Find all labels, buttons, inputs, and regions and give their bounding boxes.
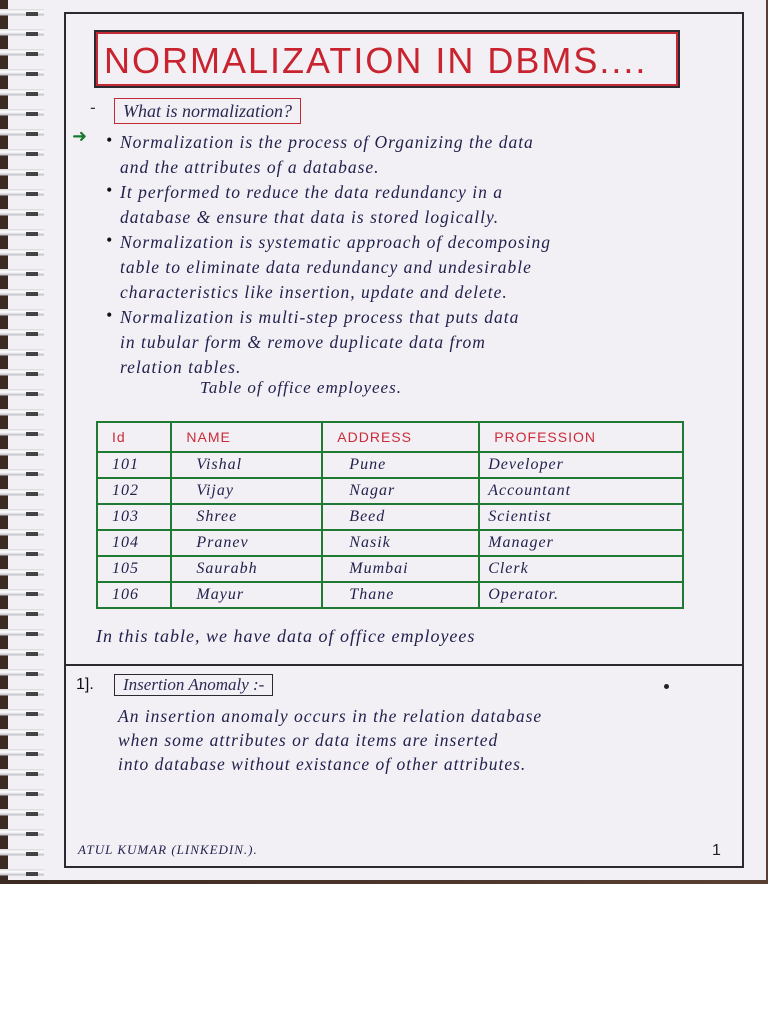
cell-address: Nagar bbox=[322, 478, 479, 504]
ink-dot bbox=[664, 684, 669, 689]
cell-address: Mumbai bbox=[322, 556, 479, 582]
cell-address: Pune bbox=[322, 452, 479, 478]
header-id: Id bbox=[97, 422, 171, 452]
question-dash: - bbox=[90, 98, 96, 117]
cell-name: Saurabh bbox=[171, 556, 322, 582]
bullet-item bbox=[100, 305, 720, 380]
page-number: 1 bbox=[712, 842, 721, 859]
cell-id: 106 bbox=[97, 582, 171, 608]
page-title: NORMALIZATION IN DBMS.... bbox=[104, 40, 648, 81]
arrow-right-icon: ➜ bbox=[72, 126, 88, 147]
bullet-line: Normalization is systematic approach of decomposing bbox=[120, 232, 551, 252]
section-line: when some attributes or data items are inserted bbox=[118, 730, 499, 750]
cell-name: Pranev bbox=[171, 530, 322, 556]
cell-profession: Developer bbox=[479, 452, 683, 478]
bullet-line: database & ensure that data is stored logically. bbox=[120, 207, 500, 227]
cell-address: Thane bbox=[322, 582, 479, 608]
spiral-holes bbox=[26, 0, 38, 880]
bullet-dot-icon: • bbox=[106, 180, 114, 200]
table-caption: Table of office employees. bbox=[200, 378, 402, 397]
bullet-line: relation tables. bbox=[120, 357, 242, 377]
bullet-line: Normalization is multi-step process that puts data bbox=[120, 307, 520, 327]
employee-table bbox=[96, 421, 684, 609]
question-heading: What is normalization? bbox=[114, 98, 301, 124]
cell-address: Nasik bbox=[322, 530, 479, 556]
bullet-line: Normalization is the process of Organizing the data bbox=[120, 132, 534, 152]
cell-id: 103 bbox=[97, 504, 171, 530]
cell-name: Vishal bbox=[171, 452, 322, 478]
bullet-line: characteristics like insertion, update and delete. bbox=[120, 282, 508, 302]
cell-id: 102 bbox=[97, 478, 171, 504]
header-profession: PROFESSION bbox=[479, 422, 683, 452]
bullet-list bbox=[100, 130, 720, 380]
section-heading: Insertion Anomaly :- bbox=[114, 674, 273, 696]
cell-id: 105 bbox=[97, 556, 171, 582]
bullet-line: table to eliminate data redundancy and undesirable bbox=[120, 257, 532, 277]
table-row bbox=[97, 556, 683, 582]
bullet-dot-icon: • bbox=[106, 130, 114, 150]
cell-profession: Manager bbox=[479, 530, 683, 556]
section-body bbox=[118, 704, 728, 776]
cell-id: 101 bbox=[97, 452, 171, 478]
header-address: ADDRESS bbox=[322, 422, 479, 452]
cell-name: Vijay bbox=[171, 478, 322, 504]
section-line: into database without existance of other attributes. bbox=[118, 754, 527, 774]
table-summary: In this table, we have data of office employees bbox=[96, 626, 476, 646]
bullet-item bbox=[100, 180, 720, 230]
cell-profession: Accountant bbox=[479, 478, 683, 504]
table-row bbox=[97, 478, 683, 504]
bullet-item bbox=[100, 130, 720, 180]
section-line: An insertion anomaly occurs in the relation database bbox=[118, 706, 543, 726]
cell-name: Shree bbox=[171, 504, 322, 530]
table-row bbox=[97, 582, 683, 608]
bullet-line: in tubular form & remove duplicate data from bbox=[120, 332, 486, 352]
cell-address: Beed bbox=[322, 504, 479, 530]
section-divider bbox=[64, 664, 743, 666]
bullet-item bbox=[100, 230, 720, 305]
author-credit: ATUL KUMAR (LINKEDIN.). bbox=[78, 842, 258, 857]
cell-profession: Scientist bbox=[479, 504, 683, 530]
table-header-row bbox=[97, 422, 683, 452]
bullet-line: It performed to reduce the data redundancy in a bbox=[120, 182, 503, 202]
bullet-dot-icon: • bbox=[106, 230, 114, 250]
table-row bbox=[97, 504, 683, 530]
cell-id: 104 bbox=[97, 530, 171, 556]
header-name: NAME bbox=[171, 422, 322, 452]
cell-name: Mayur bbox=[171, 582, 322, 608]
cell-profession: Operator. bbox=[479, 582, 683, 608]
bullet-line: and the attributes of a database. bbox=[120, 157, 380, 177]
cell-profession: Clerk bbox=[479, 556, 683, 582]
table-row bbox=[97, 530, 683, 556]
table-row bbox=[97, 452, 683, 478]
bullet-dot-icon: • bbox=[106, 305, 114, 325]
section-number: 1]. bbox=[76, 676, 94, 693]
